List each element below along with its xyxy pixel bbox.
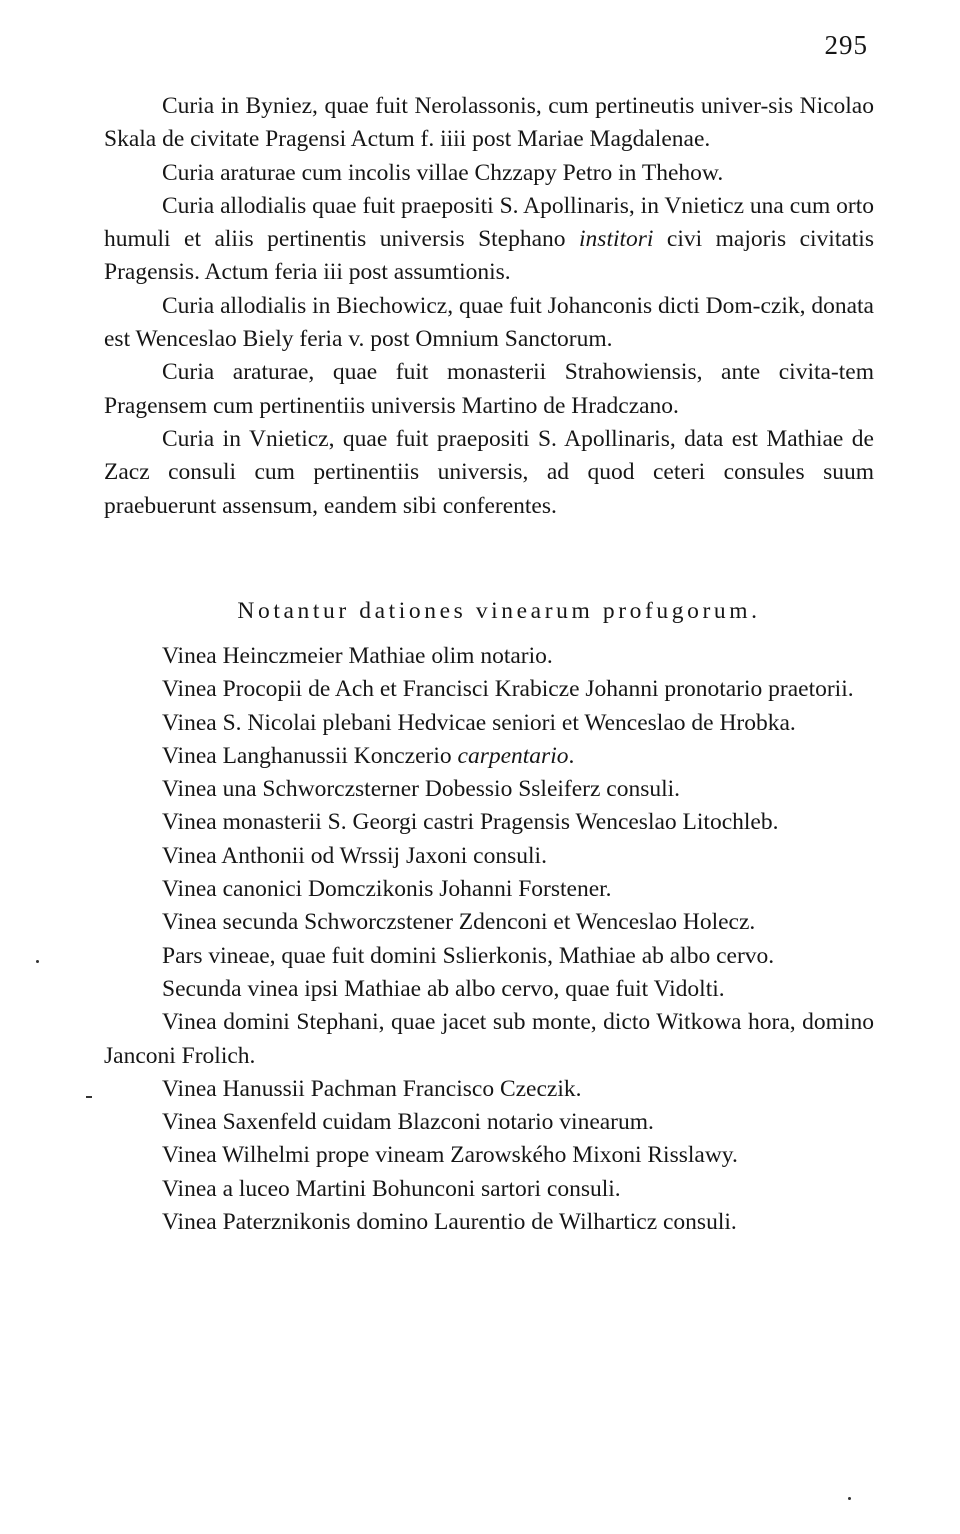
list-item: Vinea Procopii de Ach et Francisci Krabicze Johanni pronotario praetorii. (162, 676, 854, 703)
list-item: Vinea Heinczmeier Mathiae olim notario. (162, 643, 553, 669)
section-heading: Notantur dationes vinearum profugorum. (237, 598, 761, 624)
paragraph: Curia allodialis in Biechowicz, quae fuit Johanconis dicti Dom-czik, donata est Wenceslao Biely feria v. post Omnium Sanctorum. (104, 292, 874, 353)
list-item: Vinea secunda Schworczstener Zdenconi et Wenceslao Holecz. (162, 909, 756, 936)
paragraph: Curia araturae, quae fuit monasterii Strahowiensis, ante civita-tem Pragensem cum pertinentiis universis Martino de Hradczano. (104, 359, 874, 419)
list-item: Vinea monasterii S. Georgi castri Pragensis Wenceslao Litochleb. (162, 809, 779, 836)
list-item: Vinea Paterznikonis domino Laurentio de Wilharticz consuli. (162, 1209, 737, 1236)
list-item: Pars vineae, quae fuit domini Sslierkonis, Mathiae ab albo cervo. (162, 942, 775, 969)
scan-speck (848, 1497, 851, 1500)
list-item: Vinea Saxenfeld cuidam Blazconi notario vinearum. (162, 1109, 654, 1136)
list-item: Vinea domini Stephani, quae jacet sub monte, dicto Witkowa hora, domino Janconi Frolich. (104, 1009, 874, 1069)
paragraph: Curia araturae cum incolis villae Chzzapy Petro in Thehow. (162, 159, 724, 186)
paragraph: Curia in Byniez, quae fuit Nerolassonis, cum pertineutis univer-sis Nicolao Skala de civitate Pragensi Actum f. iiii post Mariae Magdalenae. (104, 93, 874, 153)
scan-speck (86, 1096, 92, 1098)
list-item: Vinea Anthonii od Wrssij Jaxoni consuli. (162, 842, 547, 869)
paragraph: Curia in Vnieticz, quae fuit praepositi S. Apollinaris, data est Mathiae de Zacz consuli cum pertinentiis universis, ad quod ceteri consules suum praebuerunt assensum, eandem sibi conferentes. (104, 425, 874, 519)
section-vineae (104, 640, 874, 1239)
list-item: Vinea Langhanussii Konczerio carpentario. (162, 742, 575, 769)
section-curiae (104, 90, 874, 523)
list-item: Secunda vinea ipsi Mathiae ab albo cervo, quae fuit Vidolti. (162, 975, 725, 1002)
paragraph: Curia allodialis quae fuit praepositi S. Apollinaris, in Vnieticz una cum orto humuli et aliis pertinentis universis Stephano institori civi majoris civitatis Pragensis. Actum feria iii post assumtionis. (104, 192, 874, 286)
list-item: Vinea canonici Domczikonis Johanni Forstener. (162, 876, 612, 903)
list-item: Vinea una Schworczsterner Dobessio Ssleiferz consuli. (162, 776, 681, 803)
list-item: Vinea Hanussii Pachman Francisco Czeczik. (162, 1075, 582, 1102)
list-item: Vinea Wilhelmi prope vineam Zarowského Mixoni Risslawy. (162, 1142, 738, 1169)
page-number: 295 (824, 30, 868, 60)
scan-speck (36, 960, 39, 963)
list-item: Vinea a luceo Martini Bohunconi sartori consuli. (162, 1175, 621, 1202)
list-item: Vinea S. Nicolai plebani Hedvicae seniori et Wenceslao de Hrobka. (162, 709, 796, 736)
